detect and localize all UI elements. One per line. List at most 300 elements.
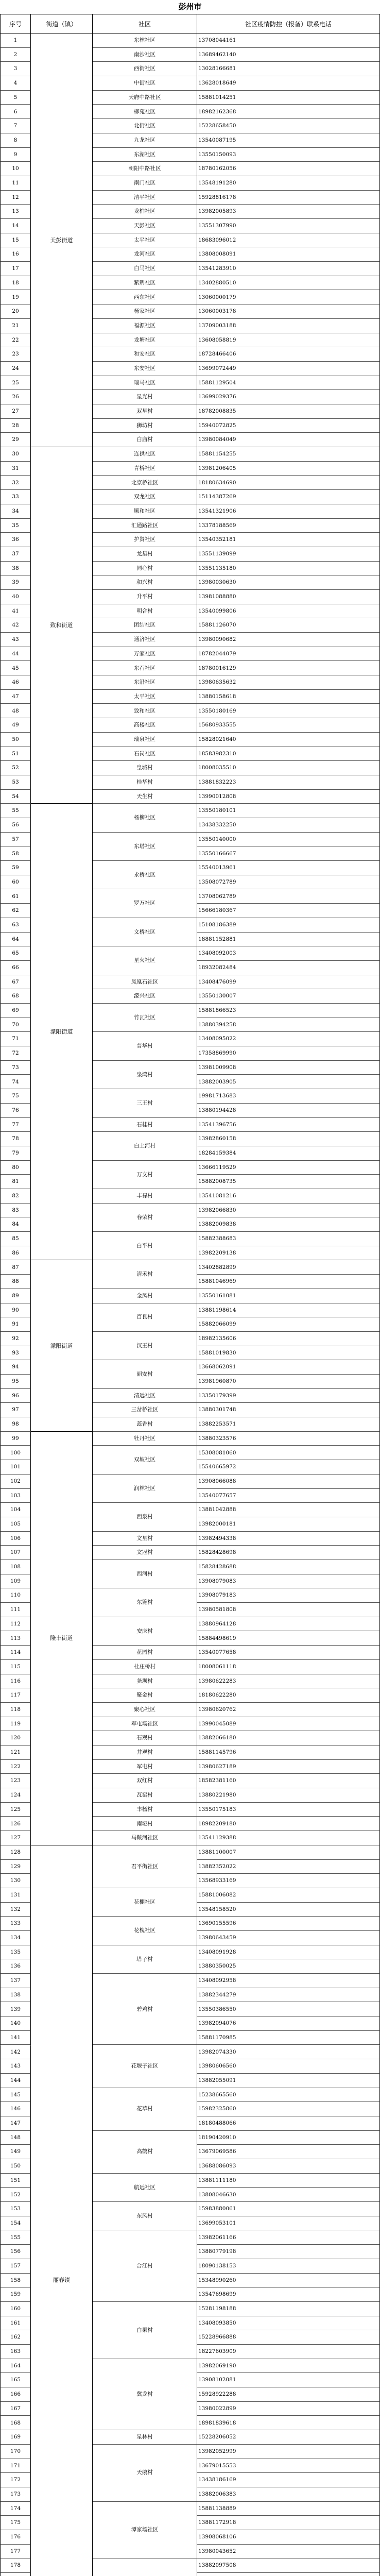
row-phone: 15348990260 xyxy=(197,2274,380,2288)
row-phone: 13541081216 xyxy=(197,1189,380,1204)
community-name: 井观村 xyxy=(93,1745,197,1760)
row-index: 75 xyxy=(0,1089,31,1104)
community-name: 天生村 xyxy=(93,790,197,804)
row-phone: 18782008835 xyxy=(197,404,380,419)
row-index: 130 xyxy=(0,1874,31,1888)
row-phone: 13550166667 xyxy=(197,846,380,861)
row-index: 124 xyxy=(0,1788,31,1803)
community-name: 君平街社区 xyxy=(93,1845,197,1888)
row-index: 87 xyxy=(0,1260,31,1275)
row-phone: 13980627189 xyxy=(197,1760,380,1774)
community-name: 丰杨村 xyxy=(93,1803,197,1817)
row-index: 102 xyxy=(0,1475,31,1489)
row-phone: 13980043652 xyxy=(197,2545,380,2559)
community-name: 冀龙村 xyxy=(93,2359,197,2430)
row-index: 160 xyxy=(0,2302,31,2316)
row-phone: 13540077658 xyxy=(197,1646,380,1660)
row-index: 168 xyxy=(0,2416,31,2430)
row-index: 114 xyxy=(0,1646,31,1660)
row-phone: 13408091928 xyxy=(197,1945,380,1960)
row-index: 169 xyxy=(0,2430,31,2445)
row-index: 22 xyxy=(0,333,31,348)
row-phone: 13880221980 xyxy=(197,1788,380,1803)
row-phone: 13551307990 xyxy=(197,219,380,233)
row-phone: 15281198188 xyxy=(197,2302,380,2316)
row-phone: 18932082484 xyxy=(197,961,380,975)
row-phone: 13881172918 xyxy=(197,2516,380,2530)
row-index: 26 xyxy=(0,390,31,404)
community-name: 文冠村 xyxy=(93,1546,197,1560)
community-name: 聚金村 xyxy=(93,1688,197,1703)
row-phone: 18090138153 xyxy=(197,2259,380,2274)
row-index: 107 xyxy=(0,1546,31,1560)
row-phone: 13880964128 xyxy=(197,1617,380,1632)
row-index: 15 xyxy=(0,233,31,248)
row-phone: 15881046969 xyxy=(197,1275,380,1289)
row-index: 37 xyxy=(0,547,31,562)
row-index: 63 xyxy=(0,918,31,933)
row-index: 59 xyxy=(0,861,31,875)
row-index: 103 xyxy=(0,1489,31,1503)
row-phone: 13980084049 xyxy=(197,433,380,447)
row-phone: 15540665972 xyxy=(197,1460,380,1475)
community-name: 升平村 xyxy=(93,590,197,604)
row-index: 152 xyxy=(0,2188,31,2202)
row-phone: 13882066180 xyxy=(197,1731,380,1745)
row-phone xyxy=(197,2573,380,2576)
row-phone: 13980635632 xyxy=(197,675,380,690)
row-phone: 13982061166 xyxy=(197,2230,380,2245)
row-index: 34 xyxy=(0,504,31,519)
row-index: 17 xyxy=(0,262,31,276)
community-name: 西河村 xyxy=(93,1560,197,1588)
row-index: 16 xyxy=(0,247,31,262)
row-index: 10 xyxy=(0,162,31,176)
row-index: 7 xyxy=(0,119,31,133)
row-phone: 13908079083 xyxy=(197,1574,380,1589)
community-name: 塔子村 xyxy=(93,1945,197,1974)
row-index: 88 xyxy=(0,1275,31,1289)
community-name: 润林社区 xyxy=(93,1475,197,1503)
row-phone: 13708062789 xyxy=(197,889,380,904)
row-index xyxy=(0,2573,31,2576)
row-index: 163 xyxy=(0,2345,31,2359)
row-phone: 13808046630 xyxy=(197,2188,380,2202)
community-name: 安庆村 xyxy=(93,1617,197,1646)
community-name: 龙河社区 xyxy=(93,247,197,262)
community-name: 清平社区 xyxy=(93,191,197,205)
row-index: 104 xyxy=(0,1503,31,1517)
row-phone: 13881832223 xyxy=(197,775,380,790)
row-index: 28 xyxy=(0,419,31,433)
row-index: 151 xyxy=(0,2174,31,2188)
row-phone: 18582381160 xyxy=(197,1774,380,1788)
row-phone: 13408092958 xyxy=(197,1974,380,1988)
row-index: 81 xyxy=(0,1175,31,1189)
community-name: 白马社区 xyxy=(93,262,197,276)
community-name: 龙塘社区 xyxy=(93,333,197,348)
row-index: 177 xyxy=(0,2545,31,2559)
row-phone: 15828428698 xyxy=(197,1546,380,1560)
row-index: 131 xyxy=(0,1888,31,1903)
community-name: 石桂村 xyxy=(93,1118,197,1132)
row-phone: 15666180367 xyxy=(197,904,380,918)
row-index: 133 xyxy=(0,1917,31,1931)
row-phone: 13882009838 xyxy=(197,1217,380,1232)
row-phone: 17358869990 xyxy=(197,1046,380,1061)
row-phone: 15308081060 xyxy=(197,1446,380,1460)
community-name: 花园村 xyxy=(93,1646,197,1660)
community-name: 军屯村 xyxy=(93,1760,197,1774)
row-index: 164 xyxy=(0,2359,31,2374)
row-phone: 18180634690 xyxy=(197,476,380,490)
row-phone: 13881100007 xyxy=(197,1845,380,1860)
row-index: 155 xyxy=(0,2230,31,2245)
community-name: 东石社区 xyxy=(93,661,197,675)
row-index: 44 xyxy=(0,647,31,662)
community-name: 白平村 xyxy=(93,1232,197,1260)
row-index: 162 xyxy=(0,2330,31,2345)
row-phone: 15884498619 xyxy=(197,1631,380,1646)
row-index: 118 xyxy=(0,1703,31,1717)
row-phone: 18180622280 xyxy=(197,1688,380,1703)
community-name: 九龙社区 xyxy=(93,133,197,148)
row-phone: 13628018649 xyxy=(197,76,380,91)
community-name: 皇城村 xyxy=(93,761,197,775)
row-phone: 18728466406 xyxy=(197,347,380,362)
row-index: 27 xyxy=(0,404,31,419)
row-phone: 13908102081 xyxy=(197,2373,380,2387)
community-name: 竹瓦社区 xyxy=(93,1004,197,1032)
row-index: 53 xyxy=(0,775,31,790)
row-index: 96 xyxy=(0,1389,31,1403)
street-name: 致和街道 xyxy=(31,447,93,804)
row-phone: 13881198614 xyxy=(197,1303,380,1318)
community-name: 柳苑社区 xyxy=(93,105,197,119)
row-phone: 18683096012 xyxy=(197,233,380,248)
row-phone: 13550180101 xyxy=(197,804,380,818)
row-index: 70 xyxy=(0,1018,31,1032)
row-phone: 15982325860 xyxy=(197,2102,380,2116)
community-name: 白果村 xyxy=(93,2302,197,2359)
row-phone: 13540077657 xyxy=(197,1489,380,1503)
community-name: 西街社区 xyxy=(93,62,197,76)
community-name: 东沿社区 xyxy=(93,675,197,690)
row-index: 45 xyxy=(0,661,31,675)
row-index: 39 xyxy=(0,575,31,590)
row-phone: 18180488066 xyxy=(197,2116,380,2131)
row-index: 14 xyxy=(0,219,31,233)
community-name: 高楼社区 xyxy=(93,718,197,733)
row-phone: 13980606560 xyxy=(197,2059,380,2074)
row-phone: 15680933555 xyxy=(197,718,380,733)
community-name: 春荣村 xyxy=(93,1204,197,1232)
community-name: 星光村 xyxy=(93,390,197,404)
row-phone: 13709003188 xyxy=(197,319,380,333)
community-name: 天鹅村 xyxy=(93,2445,197,2502)
row-phone: 13408092003 xyxy=(197,946,380,961)
row-phone: 15228206052 xyxy=(197,2430,380,2445)
community-name: 中街社区 xyxy=(93,76,197,91)
community-name: 狮坊村 xyxy=(93,419,197,433)
row-phone: 13881042888 xyxy=(197,1503,380,1517)
row-phone: 13980030630 xyxy=(197,575,380,590)
row-phone: 13982052999 xyxy=(197,2445,380,2459)
row-index: 127 xyxy=(0,1831,31,1845)
community-name: 文桥社区 xyxy=(93,918,197,946)
row-index: 142 xyxy=(0,2045,31,2060)
row-phone: 13982000181 xyxy=(197,1517,380,1532)
row-index: 38 xyxy=(0,562,31,576)
row-phone: 13541129388 xyxy=(197,1831,380,1845)
row-phone: 13550140000 xyxy=(197,833,380,847)
row-index: 73 xyxy=(0,1061,31,1075)
row-index: 129 xyxy=(0,1860,31,1874)
row-index: 84 xyxy=(0,1217,31,1232)
row-index: 40 xyxy=(0,590,31,604)
row-phone: 15881154255 xyxy=(197,447,380,462)
community-name: 石观村 xyxy=(93,1731,197,1745)
community-name: 同心村 xyxy=(93,562,197,576)
community-name: 护贤社区 xyxy=(93,533,197,547)
community-name: 双坡社区 xyxy=(93,1446,197,1474)
row-phone: 18782044079 xyxy=(197,647,380,662)
row-phone: 13408093850 xyxy=(197,2316,380,2331)
community-name: 通济社区 xyxy=(93,633,197,647)
community-name: 和安社区 xyxy=(93,347,197,362)
row-index: 106 xyxy=(0,1532,31,1546)
row-index: 43 xyxy=(0,633,31,647)
row-index: 154 xyxy=(0,2216,31,2231)
community-name: 天府中路社区 xyxy=(93,91,197,105)
community-name: 聚心社区 xyxy=(93,1703,197,1717)
row-index: 178 xyxy=(0,2558,31,2573)
row-index: 93 xyxy=(0,1346,31,1361)
row-phone: 13438186169 xyxy=(197,2473,380,2487)
community-name: 花堰子社区 xyxy=(93,2045,197,2088)
row-index: 148 xyxy=(0,2131,31,2145)
row-index: 138 xyxy=(0,1988,31,2003)
community-name: 南门社区 xyxy=(93,176,197,191)
row-index: 111 xyxy=(0,1603,31,1617)
header-index: 序号 xyxy=(0,14,31,33)
row-index: 30 xyxy=(0,447,31,462)
row-phone: 15881129504 xyxy=(197,376,380,391)
row-index: 172 xyxy=(0,2473,31,2487)
community-name: 永桥社区 xyxy=(93,861,197,889)
community-name: 致和社区 xyxy=(93,704,197,719)
row-index: 150 xyxy=(0,2159,31,2174)
row-phone: 13690155596 xyxy=(197,1917,380,1931)
community-name: 石岗社区 xyxy=(93,747,197,761)
community-name: 泉鸿村 xyxy=(93,1061,197,1089)
row-index: 122 xyxy=(0,1760,31,1774)
street-name: 天彭街道 xyxy=(31,33,93,447)
row-phone: 13908068106 xyxy=(197,2530,380,2545)
community-name: 南沙社区 xyxy=(93,48,197,62)
row-index: 72 xyxy=(0,1046,31,1061)
community-name: 杨柳社区 xyxy=(93,804,197,832)
row-index: 54 xyxy=(0,790,31,804)
row-index: 56 xyxy=(0,818,31,833)
row-index: 64 xyxy=(0,933,31,947)
row-index: 158 xyxy=(0,2274,31,2288)
community-name: 金凤村 xyxy=(93,1289,197,1303)
community-name: 瓦窑村 xyxy=(93,1788,197,1803)
row-phone: 13438332250 xyxy=(197,818,380,833)
row-index: 175 xyxy=(0,2516,31,2530)
row-index: 83 xyxy=(0,1204,31,1218)
row-phone: 13402880510 xyxy=(197,276,380,291)
row-phone: 19981713683 xyxy=(197,1089,380,1104)
row-phone: 15881006082 xyxy=(197,1888,380,1903)
row-phone: 15881145796 xyxy=(197,1745,380,1760)
row-phone: 13679015553 xyxy=(197,2459,380,2473)
row-index: 135 xyxy=(0,1945,31,1960)
community-name xyxy=(93,2558,197,2576)
row-index: 161 xyxy=(0,2316,31,2331)
row-index: 156 xyxy=(0,2245,31,2259)
row-phone: 13880394258 xyxy=(197,1018,380,1032)
row-index: 174 xyxy=(0,2502,31,2516)
row-phone: 13689462140 xyxy=(197,48,380,62)
row-phone: 13882055091 xyxy=(197,2074,380,2088)
row-index: 62 xyxy=(0,904,31,918)
row-index: 3 xyxy=(0,62,31,76)
row-phone: 15983880061 xyxy=(197,2202,380,2216)
community-name: 双星村 xyxy=(93,404,197,419)
row-phone: 13550386550 xyxy=(197,2002,380,2016)
row-index: 89 xyxy=(0,1289,31,1303)
row-index: 116 xyxy=(0,1674,31,1689)
community-name: 连拱社区 xyxy=(93,447,197,462)
row-index: 94 xyxy=(0,1360,31,1375)
row-index: 97 xyxy=(0,1403,31,1417)
row-phone: 13551139099 xyxy=(197,547,380,562)
row-index: 47 xyxy=(0,690,31,704)
row-phone: 15882008735 xyxy=(197,1175,380,1189)
community-name: 潭家场社区 xyxy=(93,2502,197,2559)
row-phone: 13688086093 xyxy=(197,2159,380,2174)
row-index: 117 xyxy=(0,1688,31,1703)
row-index: 42 xyxy=(0,618,31,633)
community-name: 东风村 xyxy=(93,2202,197,2230)
street-name: 濛阳街道 xyxy=(31,804,93,1260)
row-phone: 15928816178 xyxy=(197,191,380,205)
row-phone: 13550180169 xyxy=(197,704,380,719)
row-index: 126 xyxy=(0,1817,31,1831)
row-phone: 15108186389 xyxy=(197,918,380,933)
row-index: 9 xyxy=(0,148,31,162)
row-index: 32 xyxy=(0,476,31,490)
row-phone: 13880350025 xyxy=(197,1959,380,1974)
community-name: 军屯场社区 xyxy=(93,1717,197,1732)
row-phone: 15114387269 xyxy=(197,490,380,504)
row-phone: 15540013961 xyxy=(197,861,380,875)
row-index: 145 xyxy=(0,2088,31,2103)
community-name: 百良村 xyxy=(93,1303,197,1332)
community-name: 牡丹社区 xyxy=(93,1432,197,1446)
row-phone: 13668062091 xyxy=(197,1360,380,1375)
row-phone: 13981960870 xyxy=(197,1375,380,1389)
row-phone: 13550175183 xyxy=(197,1803,380,1817)
row-index: 120 xyxy=(0,1731,31,1745)
community-name: 瑞马社区 xyxy=(93,376,197,391)
row-index: 92 xyxy=(0,1332,31,1346)
row-phone: 13880158618 xyxy=(197,690,380,704)
row-phone: 13880323576 xyxy=(197,1432,380,1446)
row-index: 6 xyxy=(0,105,31,119)
row-index: 78 xyxy=(0,1132,31,1146)
community-name: 白土河村 xyxy=(93,1132,197,1160)
community-name: 罗万社区 xyxy=(93,889,197,918)
street-name: 隆丰街道 xyxy=(31,1432,93,1845)
community-name: 东安社区 xyxy=(93,362,197,376)
row-index: 19 xyxy=(0,290,31,304)
community-name: 清远社区 xyxy=(93,1389,197,1403)
row-index: 21 xyxy=(0,319,31,333)
row-phone: 13608058819 xyxy=(197,333,380,348)
row-index: 101 xyxy=(0,1460,31,1475)
row-phone: 13540352181 xyxy=(197,533,380,547)
row-phone: 13548158520 xyxy=(197,1903,380,1917)
community-name: 杜庄桥村 xyxy=(93,1660,197,1674)
row-phone: 15881866523 xyxy=(197,1004,380,1018)
row-index: 55 xyxy=(0,804,31,818)
community-name: 万文村 xyxy=(93,1161,197,1189)
row-phone: 13028166681 xyxy=(197,62,380,76)
row-phone: 15882066099 xyxy=(197,1317,380,1332)
street-name: 丽春镇 xyxy=(31,1845,93,2576)
row-phone: 18780016129 xyxy=(197,661,380,675)
community-name: 花槐社区 xyxy=(93,1917,197,1945)
row-index: 108 xyxy=(0,1560,31,1574)
row-phone: 15238665560 xyxy=(197,2088,380,2103)
row-phone: 13541283910 xyxy=(197,262,380,276)
row-phone: 18982209180 xyxy=(197,1817,380,1831)
row-index: 159 xyxy=(0,2287,31,2302)
row-index: 77 xyxy=(0,1118,31,1132)
row-index: 76 xyxy=(0,1104,31,1118)
row-index: 98 xyxy=(0,1417,31,1432)
table-header xyxy=(0,14,380,33)
row-phone: 13908066088 xyxy=(197,1475,380,1489)
community-name: 马鞍河社区 xyxy=(93,1831,197,1845)
row-phone: 15881126070 xyxy=(197,618,380,633)
row-phone: 13882006383 xyxy=(197,2487,380,2502)
row-phone: 15928922288 xyxy=(197,2387,380,2402)
community-name: 蕊香村 xyxy=(93,1417,197,1432)
community-name: 丰禄村 xyxy=(93,1189,197,1204)
row-phone: 13060003178 xyxy=(197,304,380,319)
row-index: 20 xyxy=(0,304,31,319)
row-index: 68 xyxy=(0,989,31,1004)
row-index: 13 xyxy=(0,205,31,219)
row-index: 100 xyxy=(0,1446,31,1460)
row-index: 8 xyxy=(0,133,31,148)
row-phone: 13981009908 xyxy=(197,1061,380,1075)
row-index: 134 xyxy=(0,1931,31,1945)
page-title: 彭州市 xyxy=(178,2,202,11)
community-name: 双龙社区 xyxy=(93,490,197,504)
community-name: 普华村 xyxy=(93,1032,197,1060)
row-phone: 13990012808 xyxy=(197,790,380,804)
row-index: 95 xyxy=(0,1375,31,1389)
community-name: 西东社区 xyxy=(93,290,197,304)
community-name: 双红村 xyxy=(93,1774,197,1788)
row-index: 23 xyxy=(0,347,31,362)
row-index: 137 xyxy=(0,1974,31,1988)
